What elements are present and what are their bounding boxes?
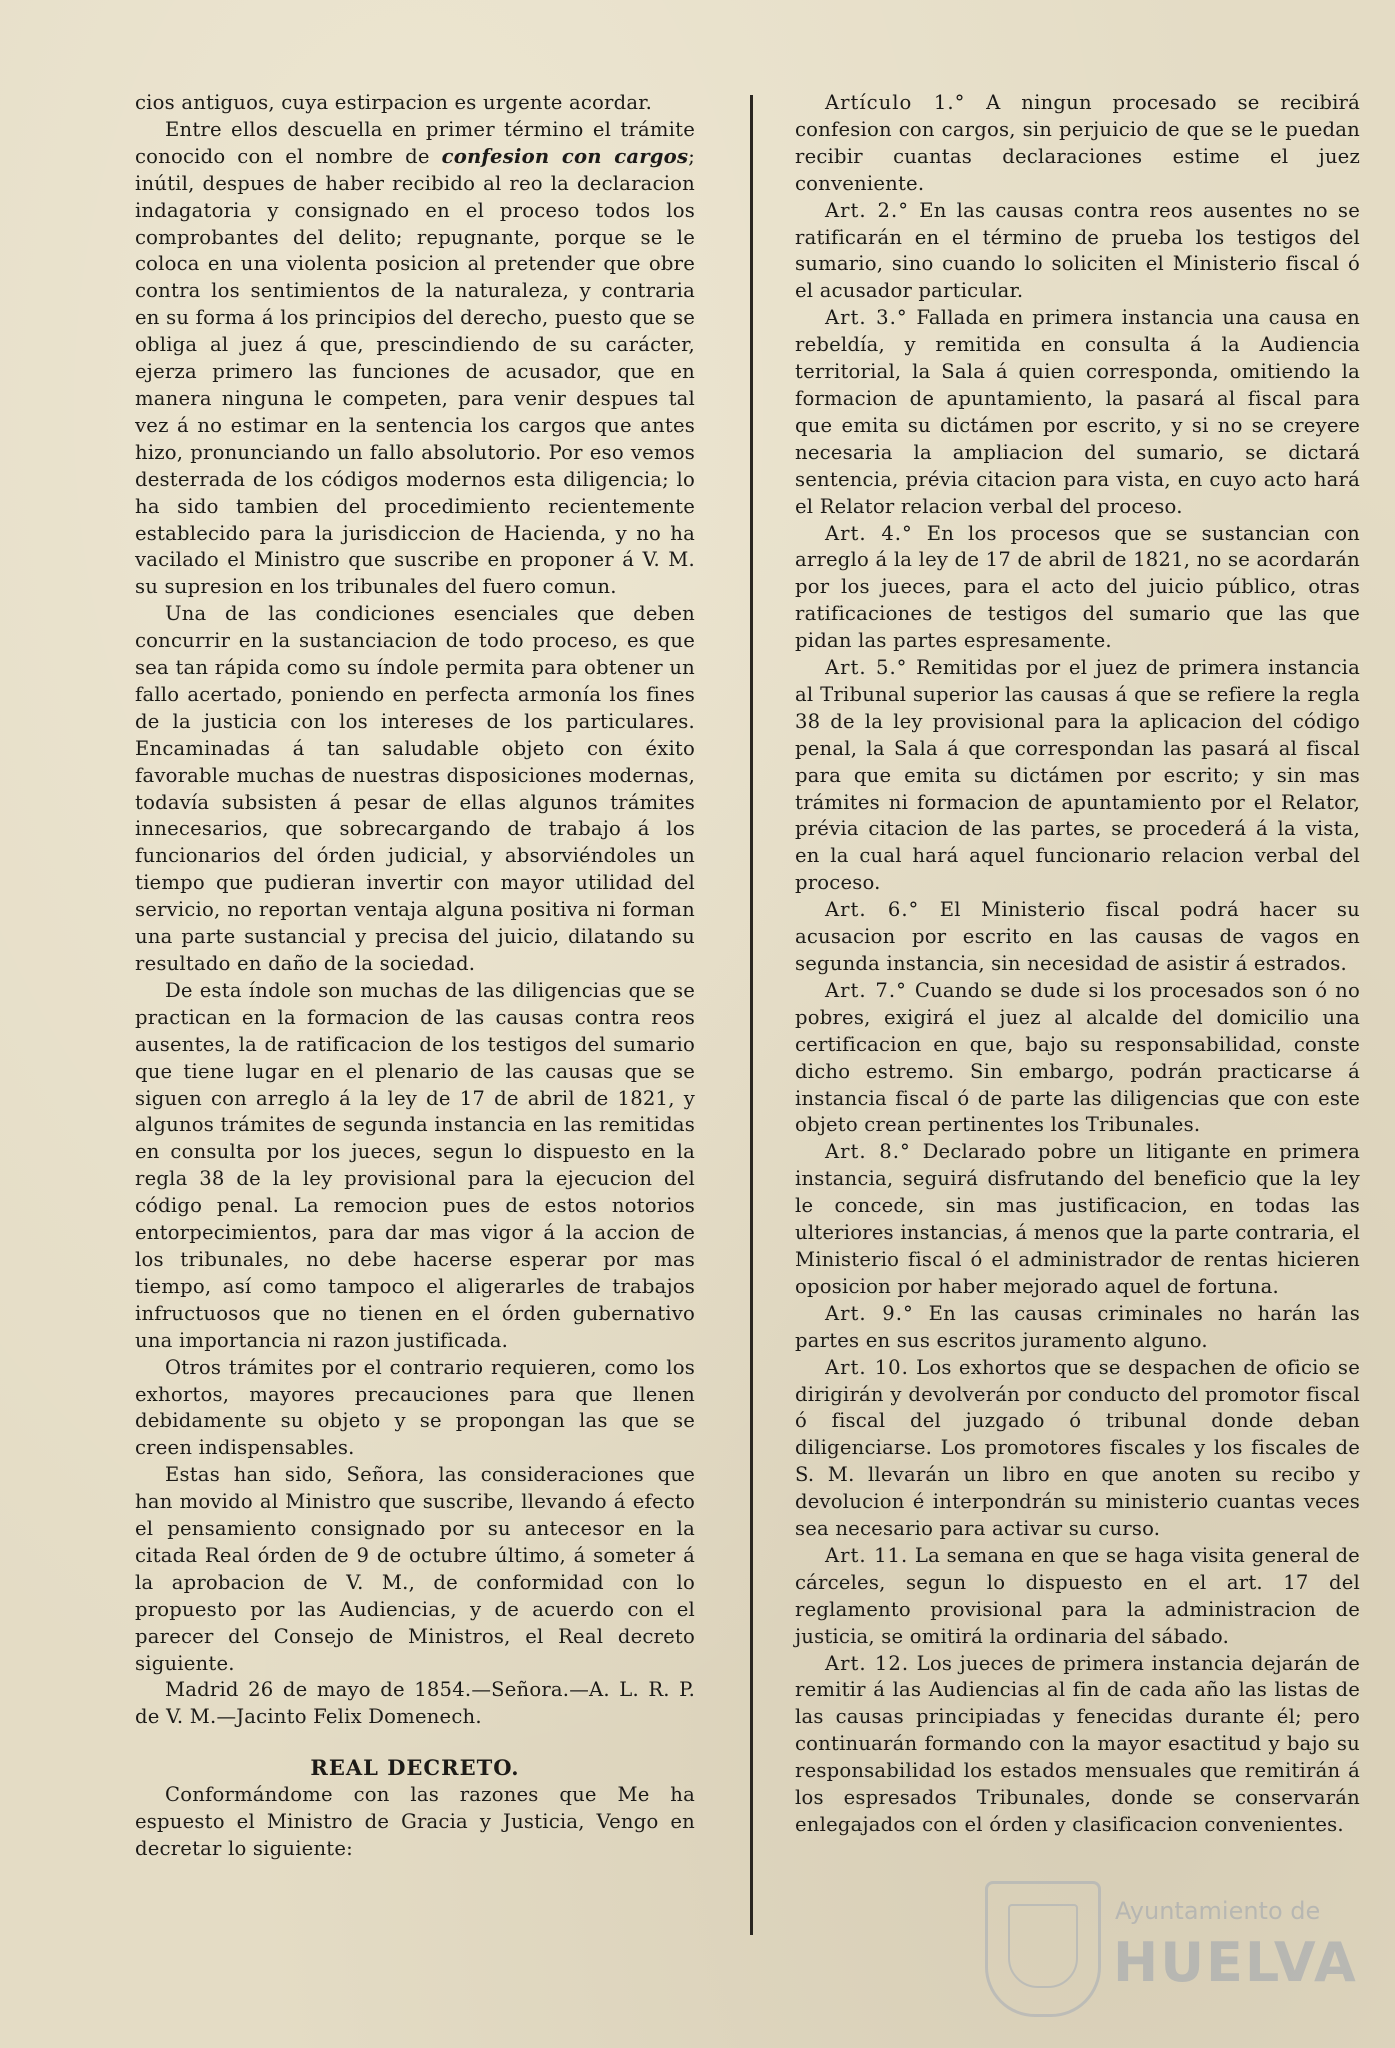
article-2-text: En las causas contra reos ausentes no se ratificarán en el término de prueba los testigos del sumario, sino cuando lo soliciten el Ministerio fiscal ó el acusador particular. bbox=[795, 198, 1360, 303]
paragraph-confesion-text: Entre ellos descuella en primer término el trámite conocido con el nombre de confesion con cargos; inútil, despues de haber recibido al reo la declaracion indagatoria y consignado en el proceso todos los comprobantes del delito; repugnante, porque se le coloca en una violenta posicion al pretender que obre contra los sentimientos de la naturaleza, y contraria en su forma á los principios del derecho, puesto que se obliga al juez á que, prescindiendo de su carácter, ejerza primero las funciones de acusador, que en manera ninguna le competen, para venir despues tal vez á no estimar en la sentencia los cargos que antes hizo, pronunciando un fallo absolutorio. Por eso vemos desterrada de los códigos modernos esta diligencia; lo ha sido tambien del procedimiento recientemente establecido para la jurisdiccion de Hacienda, y no ha vacilado el Ministro que suscribe en proponer á V. M. su supresion en los tribunales del fuero comun. bbox=[135, 117, 695, 599]
article-7-text: Cuando se dude si los procesados son ó no pobres, exigirá el juez al alcalde del domicilio una certificacion en que, bajo su responsabilidad, conste dicho estremo. Sin embargo, podrán practicarse á instancia fiscal ó de parte las diligencias que con este objeto crean pertinentes los Tribunales. bbox=[795, 978, 1360, 1137]
paragraph-continuation: cios antiguos, cuya estirpacion es urgente acordar. bbox=[135, 91, 653, 114]
column-divider bbox=[750, 95, 753, 1935]
article-7 bbox=[795, 978, 1360, 1139]
article-11-text: La semana en que se haga visita general de cárceles, segun lo dispuesto en el art. 17 del reglamento provisional para la administracion de justicia, se omitirá la ordinaria del sábado. bbox=[795, 1543, 1360, 1648]
article-9-text: En las causas criminales no harán las partes en sus escritos juramento alguno. bbox=[795, 1301, 1360, 1352]
article-1-text: A ningun procesado se recibirá confesion con cargos, sin perjuicio de que se le puedan recibir cuantas declaraciones estime el juez conveniente. bbox=[795, 91, 1360, 195]
article-11-label: Art. 11. bbox=[825, 1543, 909, 1567]
article-9-label: Art. 9.° bbox=[825, 1301, 914, 1325]
article-8-label: Art. 8.° bbox=[825, 1140, 911, 1164]
article-10-text: Los exhortos que se despachen de oficio se dirigirán y devolverán por conducto del promotor fiscal ó fiscal del juzgado ó tribunal donde deban diligenciarse. Los promotores fiscales y los fiscales de S. M. llevarán un libro en que anoten su recibo y devolucion é interpondrán su ministerio cuantas veces sea necesario para activar su curso. bbox=[795, 1355, 1360, 1541]
article-6-text: El Ministerio fiscal podrá hacer su acusacion por escrito en las causas de vagos en segunda instancia, sin necesidad de asistir á estrados. bbox=[795, 898, 1360, 975]
article-1-label: Artículo 1.° bbox=[825, 91, 966, 114]
archive-watermark bbox=[985, 1875, 1358, 2025]
article-4 bbox=[795, 521, 1360, 656]
article-4-label: Art. 4.° bbox=[825, 521, 913, 545]
article-7-label: Art. 7.° bbox=[825, 978, 907, 1002]
paragraph-diligencias: De esta índole son muchas de las diligencias que se practican en la formacion de las causas contra reos ausentes, la de ratificacion de los testigos del sumario que tiene lugar en el plenario de las causas que se siguen con arreglo á la ley de 17 de abril de 1821, y algunos trámites de segunda instancia en las remitidas en consulta por los jueces, segun lo dispuesto en la regla 38 de la ley provisional para la ejecucion del código penal. La remocion pues de estos notorios entorpecimientos, para dar mas vigor á la accion de los tribunales, no debe hacerse esperar por mas tiempo, así como tampoco el aligerarles de trabajos infructuosos que no tienen en el órden gubernativo una importancia ni razon justificada. bbox=[135, 978, 695, 1352]
article-12 bbox=[795, 1651, 1360, 1839]
article-6-label: Art. 6.° bbox=[825, 898, 920, 922]
signature-line: Madrid 26 de mayo de 1854.—Señora.—A. L. R. P. de V. M.—Jacinto Felix Domenech. bbox=[135, 1678, 695, 1729]
article-2 bbox=[795, 198, 1360, 306]
article-4-text: En los procesos que se sustancian con arreglo á la ley de 17 de abril de 1821, no se acordarán por los jueces, para el acto del juicio público, otras ratificaciones de testigos del sumario que las que pidan las partes espresamente. bbox=[795, 521, 1361, 653]
paragraph-condiciones: Una de las condiciones esenciales que deben concurrir en la sustanciacion de todo proceso, es que sea tan rápida como su índole permita para obtener un fallo acertado, poniendo en perfecta armonía los fines de la justicia con los intereses de los particulares. Encaminadas á tan saludable objeto con éxito favorable muchas de nuestras disposiciones modernas, todavía subsisten á pesar de ellas algunos trámites innecesarios, que sobrecargando de trabajo á los funcionarios del órden judicial, y absorviéndoles un tiempo que pudieran invertir con mayor utilidad del servicio, no reportan ventaja alguna positiva ni forman una parte sustancial y precisa del juicio, dilatando su resultado en daño de la sociedad. bbox=[135, 602, 695, 975]
article-12-text: Los jueces de primera instancia dejarán de remitir á las Audiencias al fin de cada año las listas de las causas principiadas y fenecidas durante él; pero continuarán formando con la mayor esactitud y bajo su responsabilidad los estados mensuales que remitirán á los espresados Tribunales, donde se conservarán enlegajados con el órden y clasificacion convenientes. bbox=[795, 1651, 1361, 1836]
article-3 bbox=[795, 305, 1360, 520]
article-1 bbox=[795, 90, 1360, 198]
article-6 bbox=[795, 897, 1360, 978]
article-5-label: Art. 5.° bbox=[825, 656, 908, 680]
article-10-label: Art. 10. bbox=[825, 1355, 909, 1379]
article-11 bbox=[795, 1543, 1360, 1651]
article-2-label: Art. 2.° bbox=[825, 198, 910, 222]
watermark-line-1: Ayuntamiento de bbox=[1115, 1897, 1321, 1925]
article-9 bbox=[795, 1301, 1360, 1355]
article-10 bbox=[795, 1355, 1360, 1543]
article-5 bbox=[795, 655, 1360, 897]
article-3-text: Fallada en primera instancia una causa en rebeldía, y remitida en consulta á la Audiencia territorial, la Sala á quien corresponda, omitiendo la formacion de apuntamiento, la pasará al fiscal para que emita su dictámen por escrito, y si no se creyere necesaria la ampliacion del sumario, se dictará sentencia, prévia citacion para vista, en cuyo acto hará el Relator relacion verbal del proceso. bbox=[795, 306, 1360, 518]
article-12-label: Art. 12. bbox=[825, 1651, 910, 1675]
watermark-line-2: HUELVA bbox=[1113, 1931, 1358, 1994]
emphasis-term: confesion con cargos bbox=[441, 144, 689, 168]
paragraph-consideraciones: Estas han sido, Señora, las consideraciones que han movido al Ministro que suscribe, llevando á efecto el pensamiento consignado por su antecesor en la citada Real órden de 9 de octubre último, á someter á la aprobacion de V. M., de conformidad con lo propuesto por las Audiencias, y de acuerdo con el parecer del Consejo de Ministros, el Real decreto siguiente. bbox=[135, 1463, 695, 1675]
paragraph-exhortos: Otros trámites por el contrario requieren, como los exhortos, mayores precauciones para que llenen debidamente su objeto y se propongan las que se creen indispensables. bbox=[135, 1355, 695, 1460]
decree-heading: REAL DECRETO. bbox=[310, 1755, 520, 1781]
right-column bbox=[795, 90, 1360, 1839]
left-column bbox=[135, 90, 695, 1863]
article-3-label: Art. 3.° bbox=[825, 306, 908, 330]
coat-of-arms-icon bbox=[985, 1881, 1101, 2017]
article-5-text: Remitidas por el juez de primera instancia al Tribunal superior las causas á que se refiere la regla 38 de la ley provisional para la aplicacion del código penal, la Sala á que correspondan las pasará al fiscal para que emita su dictámen por escrito; y sin mas trámites ni formacion de apuntamiento por el Relator, prévia citacion de las partes, se procederá á la vista, en la cual hará aquel funcionario relacion verbal del proceso. bbox=[795, 656, 1361, 895]
article-8 bbox=[795, 1139, 1360, 1300]
paragraph-confesion bbox=[135, 117, 695, 601]
article-8-text: Declarado pobre un litigante en primera instancia, seguirá disfrutando del beneficio que la ley le concede, sin mas justificacion, en todas las ulteriores instancias, á menos que la parte contraria, el Ministerio fiscal ó el administrador de rentas hicieren oposicion por haber mejorado aquel de fortuna. bbox=[795, 1140, 1360, 1298]
decree-intro: Conformándome con las razones que Me ha espuesto el Ministro de Gracia y Justicia, Vengo en decretar lo siguiente: bbox=[135, 1783, 695, 1860]
